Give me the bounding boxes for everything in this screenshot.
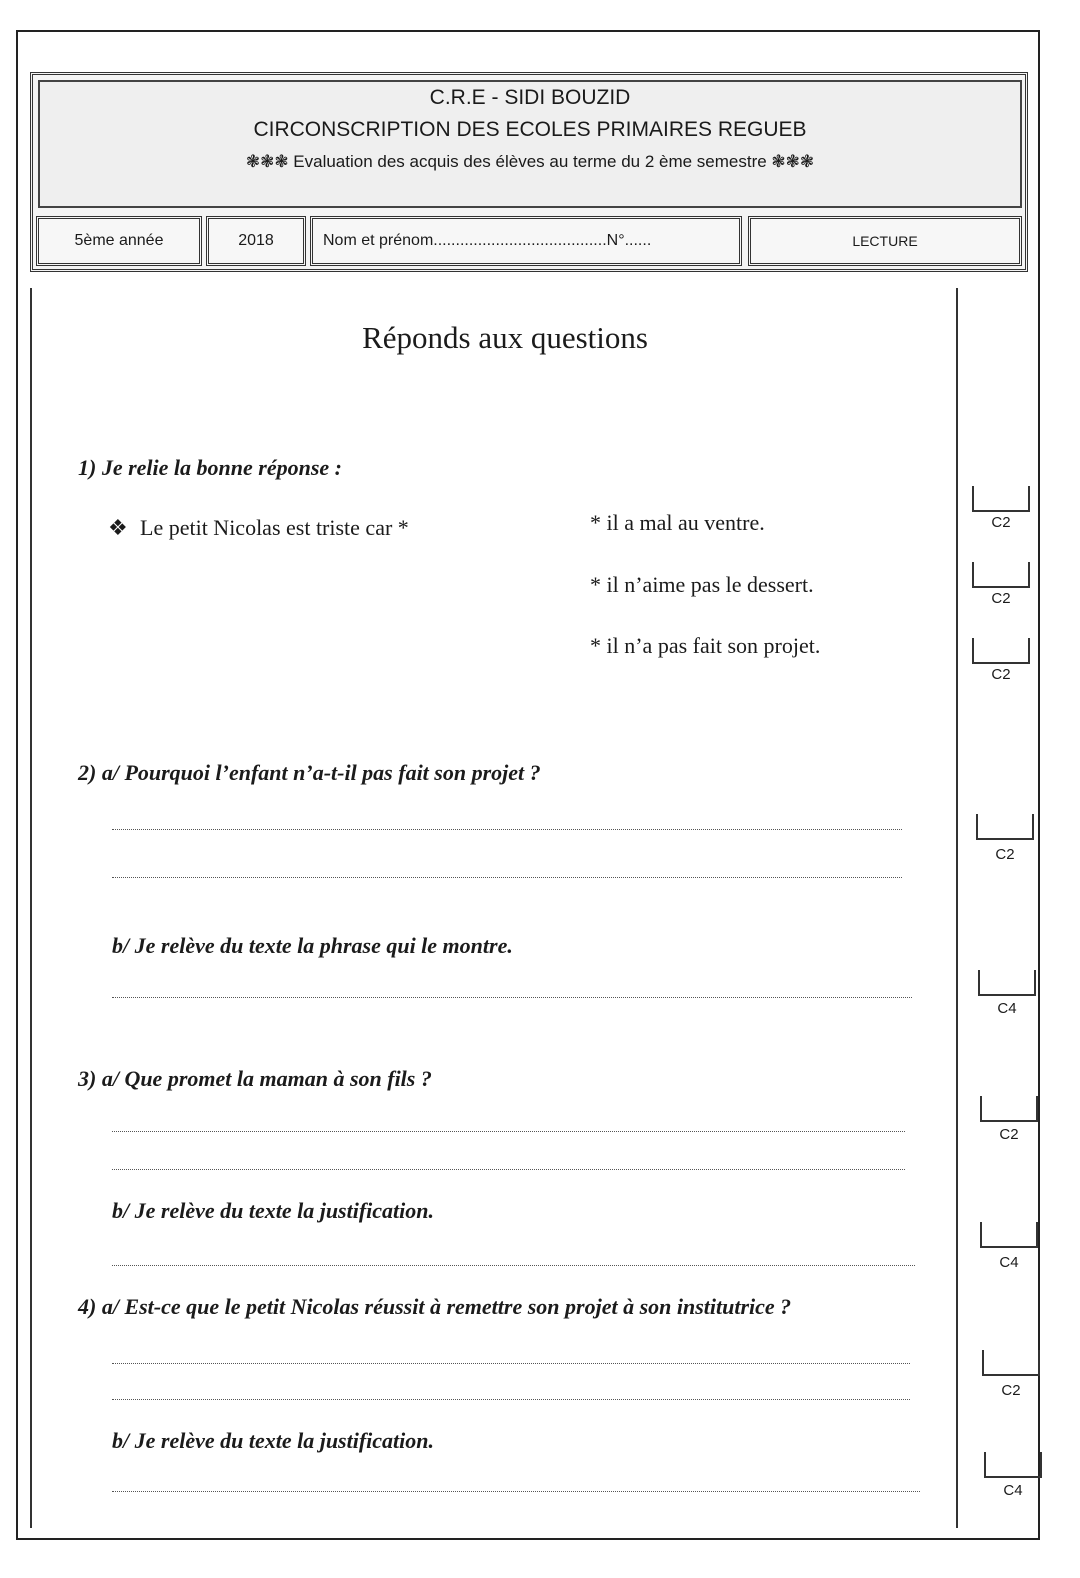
answer-line[interactable] xyxy=(112,1362,910,1364)
question-1-option-1[interactable]: * il a mal au ventre. xyxy=(590,510,765,535)
question-4b: b/ Je relève du texte la justification. xyxy=(112,1428,435,1453)
answer-line[interactable] xyxy=(112,1490,920,1492)
mark-box[interactable] xyxy=(978,970,1036,996)
question-3b: b/ Je relève du texte la justification. xyxy=(112,1198,435,1223)
answer-line[interactable] xyxy=(112,1130,905,1132)
question-1-stem: Le petit Nicolas est triste car * xyxy=(140,515,409,540)
mark-box[interactable] xyxy=(972,486,1030,512)
answer-line[interactable] xyxy=(112,1398,910,1400)
mark-label: C2 xyxy=(999,1126,1019,1143)
answer-line[interactable] xyxy=(112,876,902,878)
marks-divider xyxy=(956,288,958,1528)
mark-label: C2 xyxy=(991,590,1011,607)
mark-label: C2 xyxy=(995,846,1015,863)
header-title-area xyxy=(38,80,1022,208)
header-line-2: CIRCONSCRIPTION DES ECOLES PRIMAIRES REGUEB xyxy=(253,118,807,141)
bullet-icon: ❖ xyxy=(108,515,128,540)
mark-box[interactable] xyxy=(972,638,1030,664)
question-3a: 3) a/ Que promet la maman à son fils ? xyxy=(78,1066,432,1091)
question-2a: 2) a/ Pourquoi l’enfant n’a-t-il pas fait son projet ? xyxy=(78,760,541,785)
subject-cell: LECTURE xyxy=(748,216,1022,266)
question-1-option-3[interactable]: * il n’a pas fait son projet. xyxy=(590,633,821,658)
grade-cell: 5ème année xyxy=(36,216,202,266)
left-margin-line xyxy=(30,288,40,1528)
question-4a: 4) a/ Est-ce que le petit Nicolas réussit à remettre son projet à son institutrice ? xyxy=(78,1294,792,1319)
mark-box[interactable] xyxy=(972,562,1030,588)
answer-line[interactable] xyxy=(112,1264,915,1266)
year-cell: 2018 xyxy=(206,216,306,266)
answer-line[interactable] xyxy=(112,828,902,830)
question-1-label: 1) Je relie la bonne réponse : xyxy=(78,455,342,480)
mark-box[interactable] xyxy=(980,1096,1038,1122)
mark-box[interactable] xyxy=(976,814,1034,840)
header-line-3: ❃❃❃ Evaluation des acquis des élèves au terme du 2 ème semestre ❃❃❃ xyxy=(245,152,815,171)
mark-box[interactable] xyxy=(984,1452,1042,1478)
mark-label: C4 xyxy=(1003,1482,1023,1499)
answer-line[interactable] xyxy=(112,1168,905,1170)
name-field[interactable]: Nom et prénom.......................................N°...... xyxy=(310,216,742,266)
page-title: Réponds aux questions xyxy=(362,320,648,355)
mark-label: C2 xyxy=(991,666,1011,683)
mark-box[interactable] xyxy=(982,1350,1040,1376)
question-1-option-2[interactable]: * il n’aime pas le dessert. xyxy=(590,572,814,597)
answer-line[interactable] xyxy=(112,996,912,998)
mark-label: C2 xyxy=(1001,1382,1021,1399)
mark-box[interactable] xyxy=(980,1222,1038,1248)
mark-label: C2 xyxy=(991,514,1011,531)
question-2b: b/ Je relève du texte la phrase qui le montre. xyxy=(112,933,513,958)
header-line-1: C.R.E - SIDI BOUZID xyxy=(429,86,631,109)
mark-label: C4 xyxy=(997,1000,1017,1017)
mark-label: C4 xyxy=(999,1254,1019,1271)
